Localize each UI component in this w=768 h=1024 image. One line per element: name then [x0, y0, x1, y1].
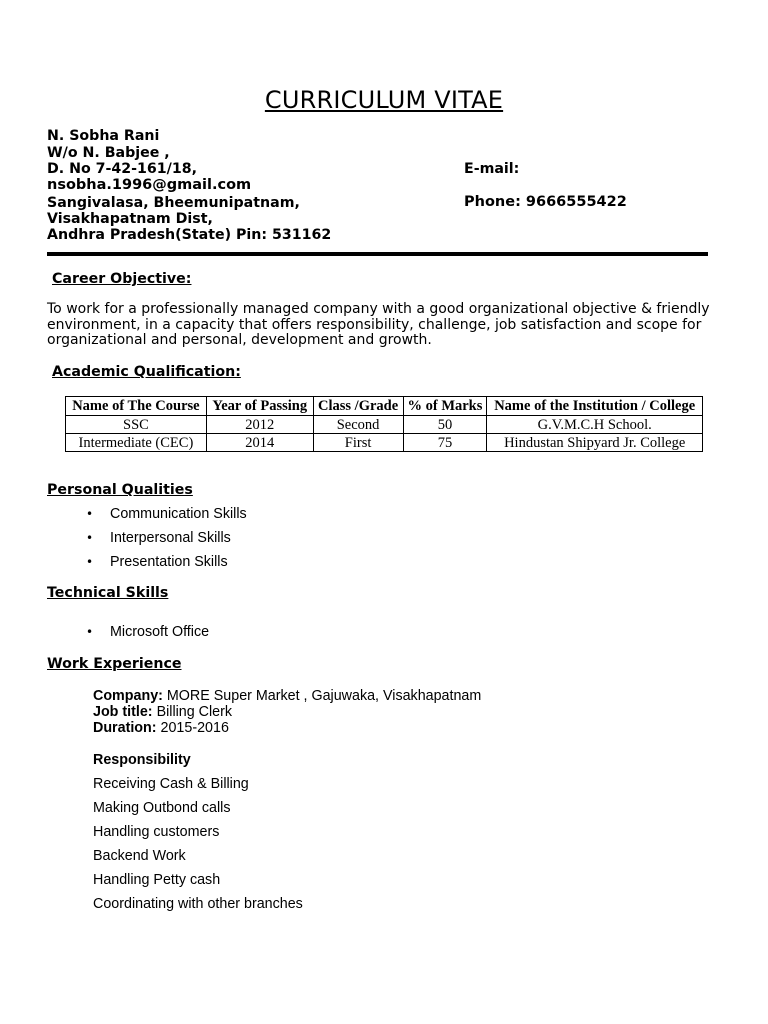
- table-cell: First: [313, 434, 403, 452]
- table-cell: 50: [403, 416, 487, 434]
- header-divider: [47, 252, 708, 256]
- list-item: Backend Work: [93, 848, 186, 864]
- list-item: Interpersonal Skills: [110, 530, 231, 546]
- table-cell: G.V.M.C.H School.: [487, 416, 703, 434]
- relation: W/o N. Babjee ,: [47, 145, 170, 161]
- column-header: Class /Grade: [313, 397, 403, 416]
- company-line: [93, 688, 481, 704]
- table-cell: 2014: [206, 434, 313, 452]
- academic-table: [65, 396, 703, 452]
- table-cell: Second: [313, 416, 403, 434]
- table-row: [66, 434, 703, 452]
- email-label: E-mail:: [464, 161, 520, 177]
- list-item: Handling Petty cash: [93, 872, 221, 888]
- duration-label: Duration:: [93, 720, 157, 736]
- table-cell: 75: [403, 434, 487, 452]
- list-item: Handling customers: [93, 824, 220, 840]
- technical-skills-heading: Technical Skills: [47, 585, 169, 601]
- table-cell: Hindustan Shipyard Jr. College: [487, 434, 703, 452]
- table-cell: Intermediate (CEC): [66, 434, 207, 452]
- list-item: Making Outbond calls: [93, 800, 231, 816]
- company-value: MORE Super Market , Gajuwaka, Visakhapatnam: [166, 688, 482, 704]
- bullet-icon: •: [86, 507, 94, 521]
- bullet-icon: •: [86, 625, 94, 639]
- address-line-3: Visakhapatnam Dist,: [47, 211, 213, 227]
- company-label: Company:: [93, 688, 163, 704]
- duration-line: [93, 720, 229, 736]
- column-header: % of Marks: [403, 397, 487, 416]
- address-line-1: D. No 7-42-161/18,: [47, 161, 197, 177]
- table-cell: SSC: [66, 416, 207, 434]
- list-item: Presentation Skills: [110, 554, 228, 570]
- list-item: Communication Skills: [110, 506, 247, 522]
- email-value: nsobha.1996@gmail.com: [47, 177, 252, 193]
- responsibility-heading: Responsibility: [93, 752, 191, 768]
- address-line-4: Andhra Pradesh(State) Pin: 531162: [47, 227, 332, 243]
- bullet-icon: •: [86, 531, 94, 545]
- career-objective-text: To work for a professionally managed company with a good organizational objective & friendly environment, in a capacity that offers responsibility, challenge, job satisfaction and scope for organizational and personal, development and growth.: [47, 301, 710, 348]
- work-experience-heading: Work Experience: [47, 656, 182, 672]
- bullet-icon: •: [86, 555, 94, 569]
- list-item: Microsoft Office: [110, 624, 210, 640]
- column-header: Year of Passing: [206, 397, 313, 416]
- table-header-row: [66, 397, 703, 416]
- phone: Phone: 9666555422: [464, 194, 627, 210]
- job-title-value: Billing Clerk: [156, 704, 233, 720]
- page-title: CURRICULUM VITAE: [264, 86, 504, 114]
- duration-value: 2015-2016: [160, 720, 229, 736]
- table-cell: 2012: [206, 416, 313, 434]
- job-title-label: Job title:: [93, 704, 153, 720]
- address-line-2: Sangivalasa, Bheemunipatnam,: [47, 195, 300, 211]
- column-header: Name of the Institution / College: [487, 397, 703, 416]
- list-item: Coordinating with other branches: [93, 896, 303, 912]
- job-title-line: [93, 704, 232, 720]
- list-item: Receiving Cash & Billing: [93, 776, 249, 792]
- candidate-name: N. Sobha Rani: [47, 128, 160, 144]
- personal-qualities-heading: Personal Qualities: [47, 482, 193, 498]
- academic-heading: Academic Qualification:: [52, 364, 241, 380]
- table-row: [66, 416, 703, 434]
- career-objective-heading: Career Objective:: [52, 271, 192, 287]
- column-header: Name of The Course: [66, 397, 207, 416]
